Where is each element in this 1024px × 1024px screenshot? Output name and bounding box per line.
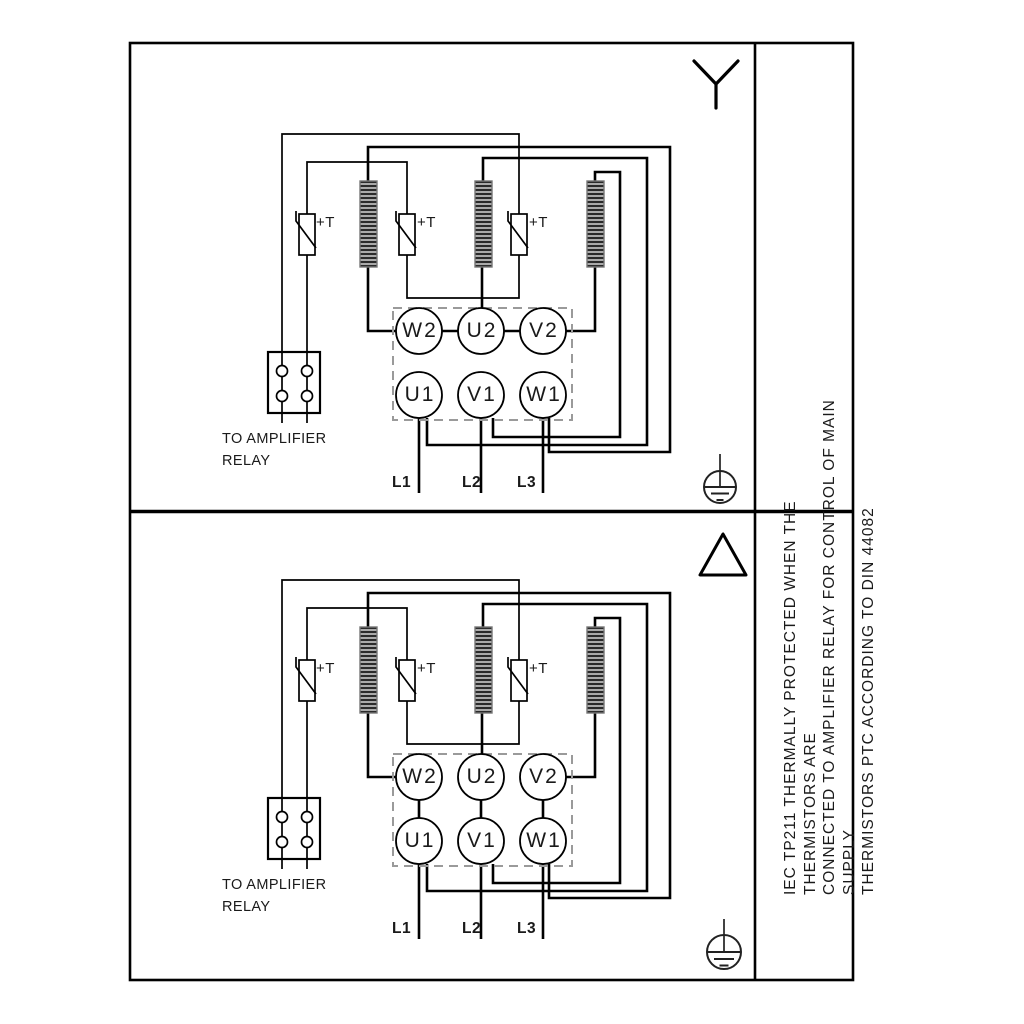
terminal-label-v1: V1 [467,829,497,852]
terminal-label-u1: U1 [404,829,436,852]
protective-earth-icon [704,454,736,503]
supply-label-l1: L1 [392,920,412,937]
terminal-label-v2: V2 [529,319,559,342]
terminal-label-u2: U2 [466,765,498,788]
supply-label-l3: L3 [517,474,537,491]
delta-bridge-links [419,800,543,818]
relay-caption-line1: TO AMPLIFIER [222,877,327,893]
terminal-label-v2: V2 [529,765,559,788]
thermistor-label: +T [417,214,436,231]
side-note-line3: THERMISTORS PTC ACCORDING TO DIN 44082 [860,507,878,895]
thermistor-label: +T [529,660,548,677]
terminal-label-u2: U2 [466,319,498,342]
side-note-line1: IEC TP211 THERMALLY PROTECTED WHEN THE THERMISTORS ARE [782,500,819,895]
thermistor-label: +T [316,214,335,231]
supply-label-l2: L2 [462,474,482,491]
relay-caption-line2: RELAY [222,453,271,469]
relay-caption-line1: TO AMPLIFIER [222,431,327,447]
terminal-label-w1: W1 [526,383,562,406]
terminal-label-u1: U1 [404,383,436,406]
terminal-label-w2: W2 [402,765,438,788]
thermistor-label: +T [316,660,335,677]
protective-earth-icon [707,919,741,969]
terminal-label-v1: V1 [467,383,497,406]
terminal-label-w1: W1 [526,829,562,852]
side-note [781,379,879,895]
delta-connection-icon [700,534,746,575]
supply-label-l1: L1 [392,474,412,491]
star-connection-icon [694,61,738,108]
thermistor-label: +T [529,214,548,231]
thermistor-label: +T [417,660,436,677]
side-note-line2: CONNECTED TO AMPLIFIER RELAY FOR CONTROL OF MAIN SUPPLY [821,399,858,895]
relay-caption-line2: RELAY [222,899,271,915]
supply-label-l2: L2 [462,920,482,937]
supply-label-l3: L3 [517,920,537,937]
terminal-label-w2: W2 [402,319,438,342]
